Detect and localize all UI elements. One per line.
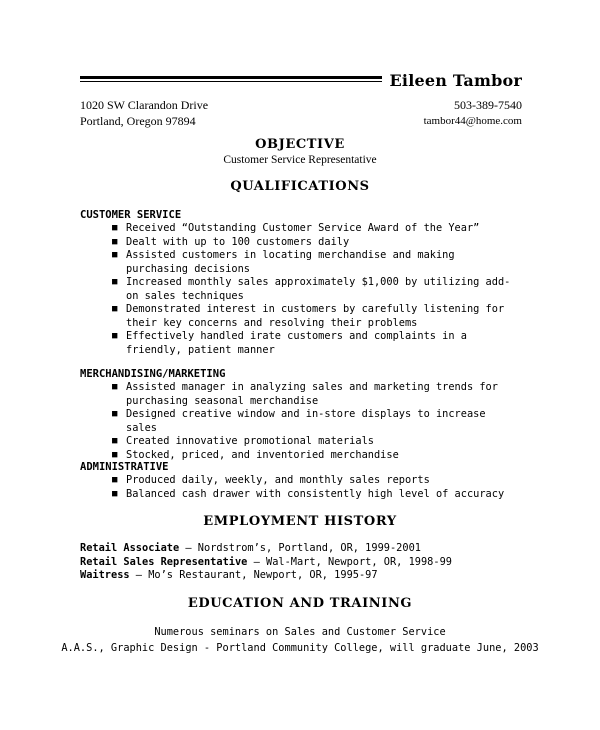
list-item: ■ Increased monthly sales approximately $1,000 by utilizing add-on sales techniques [112, 276, 511, 302]
customer-service-list [112, 222, 522, 357]
list-item: ■ Balanced cash drawer with consistently high level of accuracy [112, 487, 505, 500]
list-item: ■ Received “Outstanding Customer Service Award of the Year” [112, 222, 480, 234]
address-line-2: Portland, Oregon 97894 [80, 114, 196, 128]
list-item: ■ Demonstrated interest in customers by carefully listening for their key concerns and resolving their problems [112, 303, 505, 329]
bullet-icon: ■ [112, 223, 118, 233]
category-administrative: ADMINISTRATIVE [80, 461, 169, 473]
bullet-icon: ■ [112, 250, 118, 260]
category-customer-service: CUSTOMER SERVICE [80, 209, 182, 221]
education-line-1: Numerous seminars on Sales and Customer Service [154, 626, 446, 638]
education-line-2: A.A.S., Graphic Design - Portland Community College, will graduate June, 2003 [61, 642, 539, 654]
list-item: ■ Designed creative window and in-store displays to increase sales [112, 408, 486, 434]
bullet-icon: ■ [112, 449, 118, 460]
bullet-icon: ■ [112, 436, 118, 446]
category-merchandising-marketing: MERCHANDISING/MARKETING [80, 368, 226, 380]
job-row [80, 542, 452, 556]
administrative-list [112, 474, 522, 501]
email-address: tambor44@home.com [423, 115, 522, 127]
list-item: ■ Created innovative promotional materials [112, 435, 374, 447]
objective-heading: OBJECTIVE [255, 137, 345, 152]
job-position: Waitress [80, 569, 130, 581]
list-item: ■ Dealt with up to 100 customers daily [112, 235, 350, 248]
job-details: – Mo’s Restaurant, Newport, OR, 1995-97 [129, 569, 378, 581]
qualifications-heading: QUALIFICATIONS [230, 179, 370, 194]
employment-heading: EMPLOYMENT HISTORY [203, 514, 397, 529]
bullet-icon: ■ [112, 488, 118, 499]
job-position: Retail Associate [80, 542, 180, 554]
job-details: – Wal-Mart, Newport, OR, 1998-99 [247, 555, 452, 568]
contact-block [424, 97, 522, 129]
objective-text: Customer Service Representative [223, 154, 377, 166]
bullet-icon: ■ [112, 236, 118, 247]
list-item: ■ Produced daily, weekly, and monthly sales reports [112, 474, 430, 486]
list-item: ■ Assisted customers in locating merchandise and making purchasing decisions [112, 249, 455, 275]
address-line-1: 1020 SW Clarandon Drive [80, 98, 209, 112]
phone-number: 503-389-7540 [454, 98, 522, 112]
applicant-name: Eileen Tambor [382, 72, 522, 90]
list-item: ■ Stocked, priced, and inventoried merchandise [112, 448, 399, 461]
employment-list [80, 542, 452, 583]
job-row [80, 556, 452, 570]
job-position: Retail Sales Representative [80, 555, 248, 568]
list-item: ■ Assisted manager in analyzing sales and marketing trends for purchasing seasonal merchandise [112, 381, 498, 407]
job-details: – Nordstrom’s, Portland, OR, 1999-2001 [179, 542, 421, 554]
address-block [80, 97, 208, 129]
bullet-icon: ■ [112, 277, 118, 287]
merchandising-list [112, 381, 522, 462]
list-item: ■ Effectively handled irate customers and complaints in a friendly, patient manner [112, 330, 467, 356]
bullet-icon: ■ [112, 382, 118, 392]
bullet-icon: ■ [112, 475, 118, 485]
bullet-icon: ■ [112, 409, 118, 419]
bullet-icon: ■ [112, 304, 118, 314]
job-row [80, 569, 452, 583]
bullet-icon: ■ [112, 331, 118, 341]
education-heading: EDUCATION AND TRAINING [187, 596, 413, 611]
